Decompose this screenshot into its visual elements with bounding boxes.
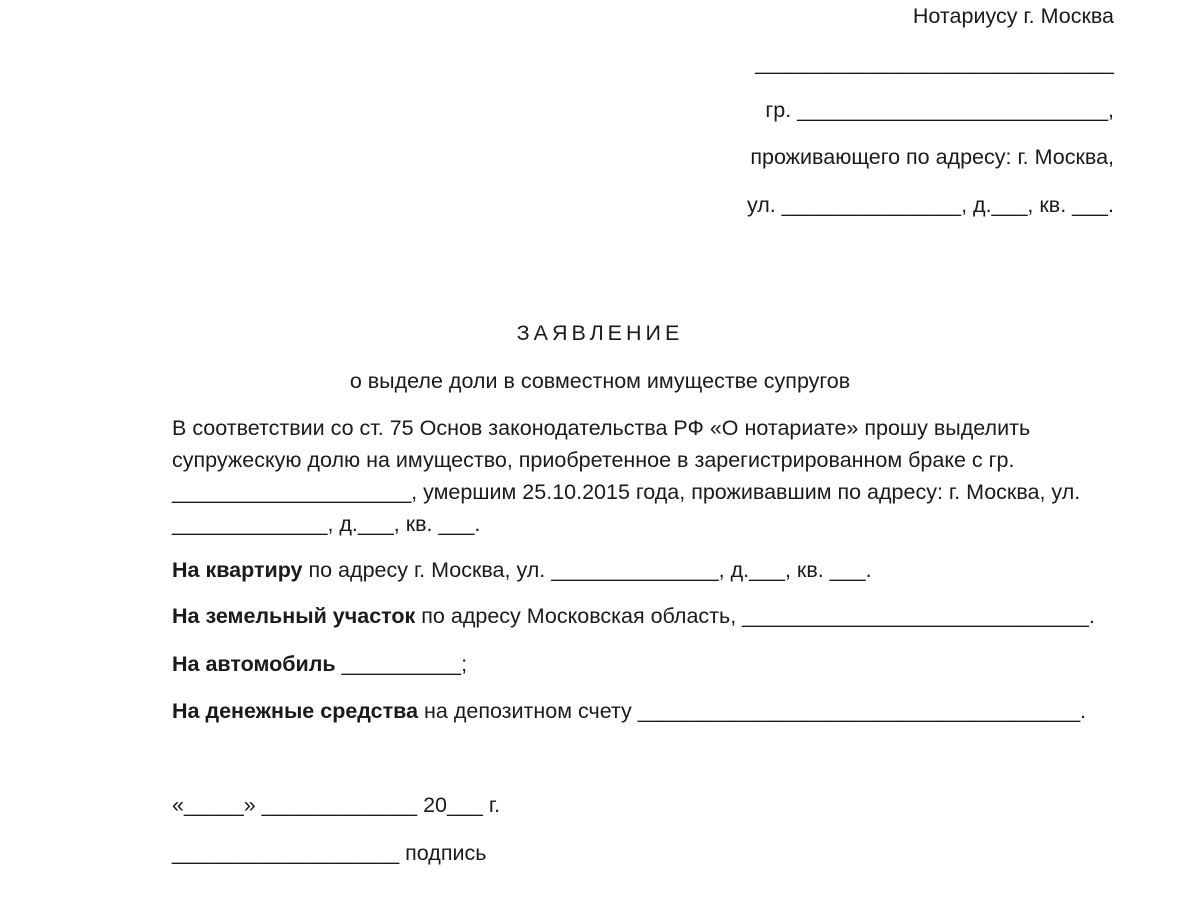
- document-title: ЗАЯВЛЕНИЕ: [516, 321, 684, 345]
- money-label: На денежные средства: [172, 699, 419, 723]
- car-text: __________;: [335, 652, 468, 676]
- street-line: ул. _______________, д.___, кв. ___.: [746, 193, 1114, 217]
- date-line: «_____» _____________ 20___ г.: [172, 793, 501, 817]
- signature-line: ___________________ подпись: [172, 841, 487, 865]
- main-paragraph: В соответствии со ст. 75 Основ законодательства РФ «О нотариате» прошу выделить супружескую долю на имущество, приобретенное в зарегистрированном браке с гр. ____________________, умершим 25.10.2015 года, проживавшим по адресу: г. Москва, ул. _____________, д.___, кв. ___.: [172, 416, 1081, 536]
- land-item: [172, 606, 1095, 628]
- apartment-text: по адресу г. Москва, ул. ______________, д.___, кв. ___.: [302, 558, 872, 582]
- money-item: [172, 701, 1086, 723]
- notary-name-blank: ______________________________: [755, 51, 1114, 75]
- land-text: по адресу Московская область, _____________________________.: [415, 604, 1095, 628]
- land-label: На земельный участок: [172, 604, 416, 628]
- car-item: [172, 654, 467, 676]
- document-subtitle: о выделе доли в совместном имуществе супругов: [349, 369, 851, 393]
- money-text: на депозитном счету _____________________________________.: [418, 699, 1087, 723]
- addressee-line: Нотариусу г. Москва: [912, 4, 1114, 28]
- apartment-item: [172, 560, 872, 582]
- apartment-label: На квартиру: [172, 558, 303, 582]
- residing-line: проживающего по адресу: г. Москва,: [750, 145, 1114, 169]
- citizen-line: гр. __________________________,: [765, 98, 1114, 122]
- car-label: На автомобиль: [172, 652, 336, 676]
